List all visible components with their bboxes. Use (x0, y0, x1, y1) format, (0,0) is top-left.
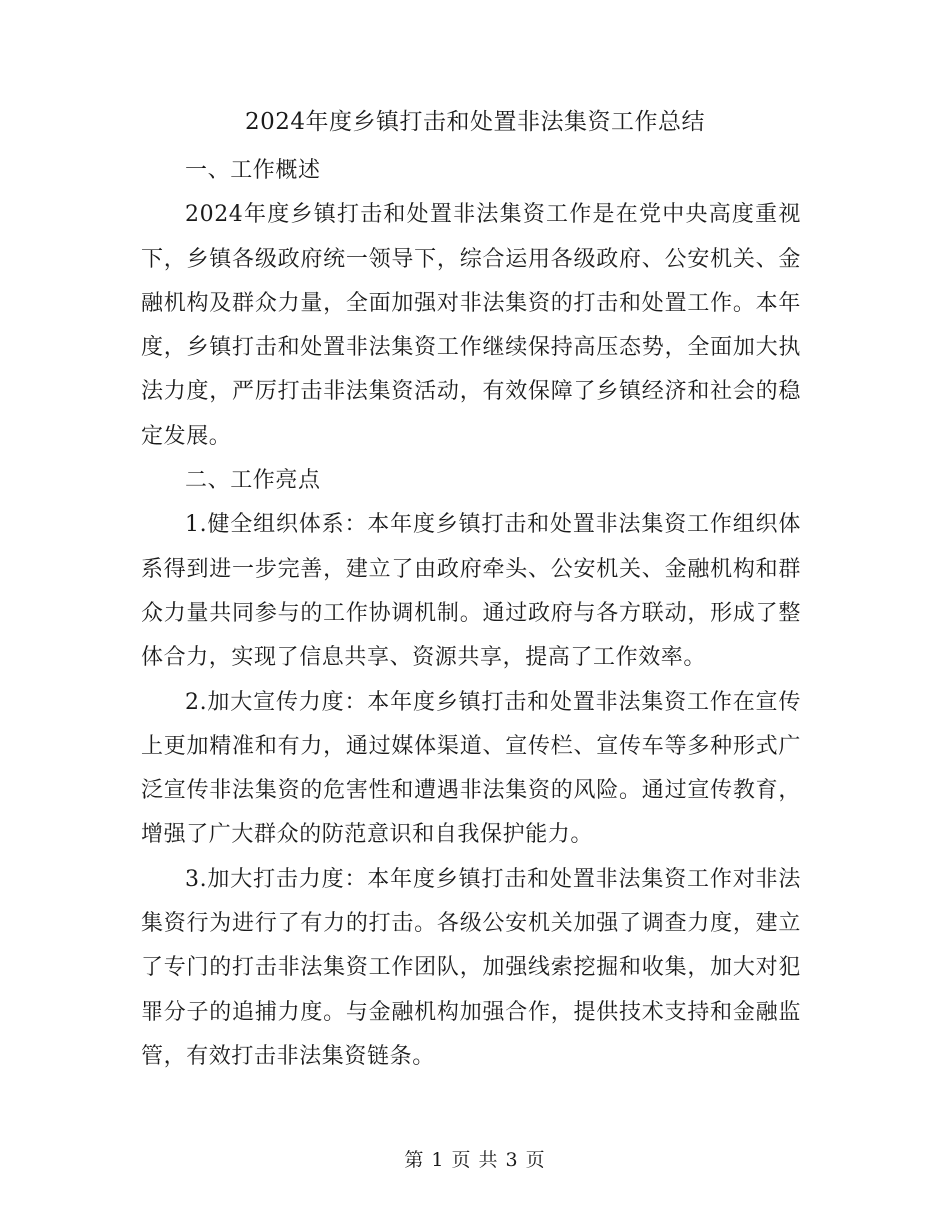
section-heading-overview: 一、工作概述 (185, 158, 321, 183)
paragraph-organization: 1.健全组织体系：本年度乡镇打击和处置非法集资工作组织体系得到进一步完善，建立了由政府牵头、公安机关、金融机构和群众力量共同参与的工作协调机制。通过政府与各方联动，形成了整体合力，实现了信息共享、资源共享，提高了工作效率。 (141, 512, 801, 671)
paragraph-overview: 2024年度乡镇打击和处置非法集资工作是在党中央高度重视下，乡镇各级政府统一领导下，综合运用各级政府、公安机关、金融机构及群众力量，全面加强对非法集资的打击和处置工作。本年度，乡镇打击和处置非法集资工作继续保持高压态势，全面加大执法力度，严厉打击非法集资活动，有效保障了乡镇经济和社会的稳定发展。 (141, 202, 801, 449)
paragraph-crackdown: 3.加大打击力度：本年度乡镇打击和处置非法集资工作对非法集资行为进行了有力的打击。各级公安机关加强了调查力度，建立了专门的打击非法集资工作团队，加强线索挖掘和收集，加大对犯罪分子的追捕力度。与金融机构加强合作，提供技术支持和金融监管，有效打击非法集资链条。 (141, 866, 801, 1069)
paragraph-publicity: 2.加大宣传力度：本年度乡镇打击和处置非法集资工作在宣传上更加精准和有力，通过媒体渠道、宣传栏、宣传车等多种形式广泛宣传非法集资的危害性和遭遇非法集资的风险。通过宣传教育，增强了广大群众的防范意识和自我保护能力。 (141, 689, 801, 848)
document-body (141, 149, 801, 1079)
section-heading-highlights: 二、工作亮点 (185, 468, 321, 494)
page-number-footer: 第 1 页 共 3 页 (404, 1149, 546, 1171)
document-title: 2024年度乡镇打击和处置非法集资工作总结 (244, 109, 706, 135)
